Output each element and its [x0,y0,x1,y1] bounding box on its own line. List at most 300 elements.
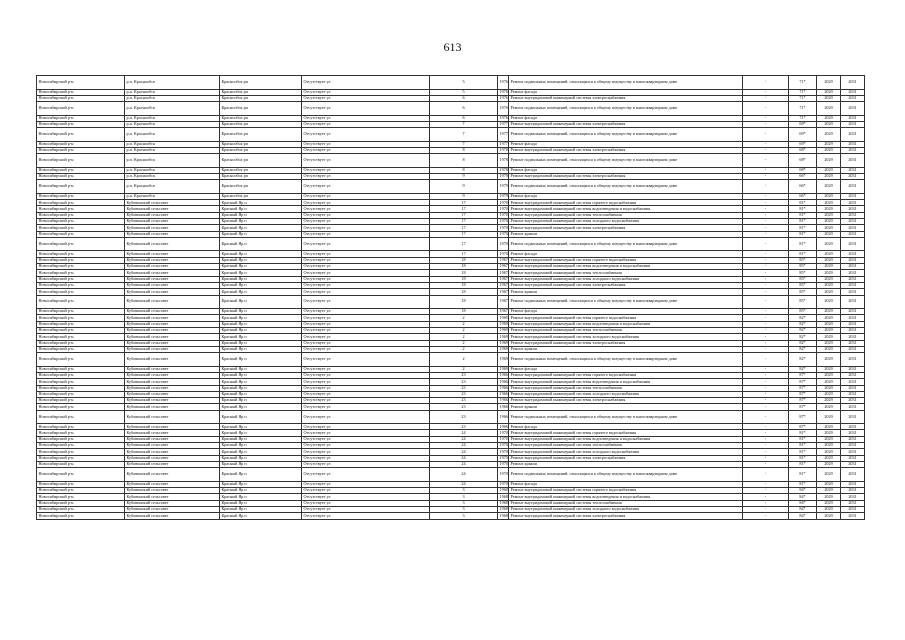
start-year-cell: 2029 [817,193,841,199]
year-cell: 1969 [499,321,508,326]
settlement-cell: Красный Яр п [220,315,302,321]
municipality-cell: р.п. Краснообск [125,76,220,90]
start-year-cell: 2029 [817,167,841,173]
cost-cell: 87* [789,424,817,430]
work-type-cell: Ремонт внутридомовой инженерной системы холодного водоснабжения [509,449,743,455]
cost-cell: 81* [789,237,817,251]
work-type-cell: Ремонт фасада [509,251,743,257]
house-cell: 18 [430,295,498,309]
house-cell: 17 [430,251,498,257]
municipality-cell: Кубовинский сельсовет [125,436,220,442]
work-type-cell: Ремонт внутридомовой инженерной системы водоотведения и водоснабжения [509,436,743,442]
district-cell: Новосибирский р-н [37,309,125,315]
start-year-cell: 2029 [817,488,841,494]
dash-cell: - [743,481,789,487]
cost-cell: 66* [789,174,817,180]
settlement-cell: Красный Яр п [220,295,302,309]
work-type-cell: Ремонт фасада [509,115,743,121]
municipality-cell: Кубовинский сельсовет [125,430,220,436]
cost-cell: 66* [789,193,817,199]
district-cell: Новосибирский р-н [37,461,125,467]
house-cell: 8 [430,167,498,173]
municipality-cell: Кубовинский сельсовет [125,295,220,309]
dash-cell: - [743,449,789,455]
district-cell: Новосибирский р-н [37,121,125,127]
house-cell: 24 [430,436,498,442]
start-year-cell: 2029 [817,264,841,270]
table-body [37,76,865,520]
dash-cell: - [743,309,789,315]
table-row [37,128,865,142]
dash-cell: - [743,167,789,173]
end-year-cell: 2031 [841,147,865,153]
house-cell: 3 [430,506,498,512]
municipality-cell: Кубовинский сельсовет [125,513,220,519]
start-year-cell: 2029 [817,89,841,95]
district-cell: Новосибирский р-н [37,251,125,257]
settlement-cell: Красный Яр п [220,276,302,282]
cost-cell: 81* [789,219,817,225]
district-cell: Новосибирский р-н [37,500,125,506]
end-year-cell: 2031 [841,468,865,482]
house-cell: 7 [430,121,498,127]
start-year-cell: 2029 [817,231,841,237]
work-type-cell: Ремонт фасада [509,424,743,430]
dash-cell: - [743,436,789,442]
house-cell: 2 [430,334,498,340]
district-cell: Новосибирский р-н [37,270,125,276]
year-cell: 1967 [499,288,508,294]
year-cell: 1978 [499,147,508,153]
house-cell: 24 [430,443,498,449]
house-cell: 17 [430,231,498,237]
district-cell: Новосибирский р-н [37,513,125,519]
dash-cell: - [743,251,789,257]
municipality-cell: р.п. Краснообск [125,89,220,95]
settlement-cell: Красный Яр п [220,410,302,424]
year-cell: 1966 [498,410,509,424]
dash-cell: - [743,219,789,225]
settlement-cell: Красный Яр п [220,398,302,404]
house-cell: 6 [430,102,498,116]
dash-cell: - [743,379,789,385]
cost-cell: 81* [789,251,817,257]
street-cell: Отсутствует ул [302,206,430,212]
work-type-cell: Ремонт внутридомовой инженерной системы холодного водоснабжения [509,391,743,397]
street-cell: Отсутствует ул [302,398,430,404]
cost-cell: 85* [789,270,817,276]
settlement-cell: Красный Яр п [220,488,302,494]
start-year-cell: 2029 [817,174,841,180]
street-cell: Отсутствует ул [302,121,430,127]
year-cell: 1970 [499,224,508,230]
year-cell: 1976 [498,102,509,116]
settlement-cell: Красный Яр п [220,468,302,482]
dash-cell: - [743,206,789,212]
table-row [37,102,865,116]
municipality-cell: Кубовинский сельсовет [125,219,220,225]
municipality-cell: Кубовинский сельсовет [125,353,220,367]
start-year-cell: 2029 [817,481,841,487]
work-type-cell: Ремонт внутридомовой инженерной системы водоотведения и водоснабжения [509,264,743,270]
district-cell: Новосибирский р-н [37,95,125,101]
settlement-cell: Красный Яр п [220,430,302,436]
street-cell: Отсутствует ул [302,102,430,116]
house-cell: 18 [430,257,498,263]
dash-cell: - [743,334,789,340]
end-year-cell: 2031 [841,481,865,487]
house-cell: 18 [430,276,498,282]
start-year-cell: 2029 [817,276,841,282]
district-cell: Новосибирский р-н [37,379,125,385]
year-cell: 1969 [499,314,508,320]
house-cell: 2 [430,327,498,333]
street-cell: Отсутствует ул [302,506,430,512]
cost-cell: 87* [789,398,817,404]
start-year-cell: 2029 [817,141,841,147]
settlement-cell: Красный Яр п [220,225,302,231]
year-cell: 1977 [499,121,508,127]
municipality-cell: р.п. Краснообск [125,180,220,194]
start-year-cell: 2029 [817,430,841,436]
dash-cell: - [743,95,789,101]
dash-cell: - [743,76,789,90]
house-cell: 23 [430,398,498,404]
municipality-cell: р.п. Краснообск [125,154,220,168]
street-cell: Отсутствует ул [302,200,430,206]
settlement-cell: Красный Яр п [220,449,302,455]
dash-cell: - [743,128,789,142]
street-cell: Отсутствует ул [302,340,430,346]
start-year-cell: 2029 [817,334,841,340]
district-cell: Новосибирский р-н [37,449,125,455]
house-cell: 18 [430,289,498,295]
end-year-cell: 2031 [841,334,865,340]
district-cell: Новосибирский р-н [37,257,125,263]
start-year-cell: 2029 [817,76,841,90]
start-year-cell: 2029 [817,346,841,352]
cost-cell: 87* [789,391,817,397]
municipality-cell: р.п. Краснообск [125,141,220,147]
dash-cell: - [743,430,789,436]
work-type-cell: Ремонт внутридомовой инженерной системы водоотведения и водоснабжения [509,206,743,212]
dash-cell: - [743,121,789,127]
work-type-cell: Ремонт внутридомовой инженерной системы теплоснабжения [509,327,743,333]
year-cell: 1970 [498,468,509,482]
cost-cell: 82* [789,327,817,333]
end-year-cell: 2031 [841,309,865,315]
year-cell: 1976 [499,95,508,101]
work-type-cell: Ремонт внутридомовой инженерной системы водоотведения и водоснабжения [509,379,743,385]
dash-cell: - [743,391,789,397]
municipality-cell: Кубовинский сельсовет [125,340,220,346]
year-cell: 1976 [498,76,509,90]
settlement-cell: Красный Яр п [220,206,302,212]
municipality-cell: Кубовинский сельсовет [125,289,220,295]
cost-cell: 85* [789,295,817,309]
settlement-cell: Красный Яр п [220,212,302,218]
street-cell: Отсутствует ул [302,295,430,309]
work-type-cell: Ремонт внутридомовой инженерной системы теплоснабжения [509,212,743,218]
end-year-cell: 2031 [841,315,865,321]
house-cell: 18 [430,270,498,276]
table-row [37,237,865,251]
settlement-cell: Красный Яр п [220,513,302,519]
settlement-cell: Краснообск рп [220,180,302,194]
municipality-cell: Кубовинский сельсовет [125,315,220,321]
work-type-cell: Ремонт внутридомовой инженерной системы теплоснабжения [509,443,743,449]
start-year-cell: 2029 [817,404,841,410]
dash-cell: - [743,231,789,237]
end-year-cell: 2031 [841,231,865,237]
start-year-cell: 2029 [817,282,841,288]
settlement-cell: Краснообск рп [220,167,302,173]
street-cell: Отсутствует ул [302,257,430,263]
dash-cell: - [743,327,789,333]
end-year-cell: 2031 [841,251,865,257]
start-year-cell: 2029 [817,372,841,378]
end-year-cell: 2031 [841,385,865,391]
district-cell: Новосибирский р-н [37,430,125,436]
end-year-cell: 2031 [841,372,865,378]
cost-cell: 81* [789,461,817,467]
year-cell: 1970 [499,442,508,448]
year-cell: 1967 [499,308,508,314]
dash-cell: - [743,264,789,270]
district-cell: Новосибирский р-н [37,102,125,116]
cost-cell: 82* [789,346,817,352]
work-type-cell: Ремонт внутридомовой инженерной системы горячего водоснабжения [509,257,743,263]
dash-cell: - [743,506,789,512]
settlement-cell: Красный Яр п [220,264,302,270]
settlement-cell: Красный Яр п [220,282,302,288]
street-cell: Отсутствует ул [302,89,430,95]
house-cell: 24 [430,455,498,461]
settlement-cell: Красный Яр п [220,270,302,276]
end-year-cell: 2031 [841,436,865,442]
start-year-cell: 2029 [817,225,841,231]
municipality-cell: Кубовинский сельсовет [125,506,220,512]
end-year-cell: 2031 [841,219,865,225]
district-cell: Новосибирский р-н [37,506,125,512]
house-cell: 17 [430,212,498,218]
dash-cell: - [743,404,789,410]
street-cell: Отсутствует ул [302,154,430,168]
start-year-cell: 2029 [817,270,841,276]
end-year-cell: 2031 [841,346,865,352]
work-type-cell: Ремонт крыши [509,346,743,352]
settlement-cell: Краснообск рп [220,128,302,142]
district-cell: Новосибирский р-н [37,276,125,282]
end-year-cell: 2031 [841,206,865,212]
district-cell: Новосибирский р-н [37,488,125,494]
street-cell: Отсутствует ул [302,410,430,424]
table-row [37,295,865,309]
dash-cell: - [743,276,789,282]
district-cell: Новосибирский р-н [37,264,125,270]
start-year-cell: 2029 [817,295,841,309]
municipality-cell: Кубовинский сельсовет [125,251,220,257]
start-year-cell: 2029 [817,321,841,327]
municipality-cell: Кубовинский сельсовет [125,449,220,455]
street-cell: Отсутствует ул [302,327,430,333]
work-type-cell: Ремонт подвальных помещений, относящихся к общему имуществу в многоквартирном доме [509,76,743,90]
district-cell: Новосибирский р-н [37,76,125,90]
district-cell: Новосибирский р-н [37,89,125,95]
house-cell: 24 [430,481,498,487]
dash-cell: - [743,174,789,180]
house-cell: 24 [430,430,498,436]
settlement-cell: Красный Яр п [220,455,302,461]
start-year-cell: 2029 [817,494,841,500]
settlement-cell: Краснообск рп [220,193,302,199]
district-cell: Новосибирский р-н [37,391,125,397]
street-cell: Отсутствует ул [302,276,430,282]
settlement-cell: Красный Яр п [220,257,302,263]
cost-cell: 82* [789,353,817,367]
work-type-cell: Ремонт внутридомовой инженерной системы горячего водоснабжения [509,488,743,494]
dash-cell: - [743,468,789,482]
work-type-cell: Ремонт внутридомовой инженерной системы электроснабжения [509,340,743,346]
settlement-cell: Красный Яр п [220,391,302,397]
district-cell: Новосибирский р-н [37,237,125,251]
start-year-cell: 2029 [817,366,841,372]
dash-cell: - [743,372,789,378]
street-cell: Отсутствует ул [302,264,430,270]
dash-cell: - [743,353,789,367]
year-cell: 1968 [499,500,508,505]
work-type-cell: Ремонт подвальных помещений, относящихся к общему имуществу в многоквартирном доме [509,237,743,251]
end-year-cell: 2031 [841,200,865,206]
work-type-cell: Ремонт крыши [509,289,743,295]
house-cell: 3 [430,500,498,506]
start-year-cell: 2029 [817,212,841,218]
settlement-cell: Красный Яр п [220,461,302,467]
end-year-cell: 2031 [841,379,865,385]
year-cell: 1966 [499,385,508,390]
street-cell: Отсутствует ул [302,455,430,461]
cost-cell: 68* [789,154,817,168]
work-type-cell: Ремонт фасада [509,167,743,173]
start-year-cell: 2029 [817,257,841,263]
start-year-cell: 2029 [817,309,841,315]
settlement-cell: Красный Яр п [220,289,302,295]
cost-cell: 81* [789,212,817,218]
dash-cell: - [743,295,789,309]
table-row [37,468,865,482]
year-cell: 1966 [499,403,508,409]
year-cell: 1979 [499,193,508,199]
work-type-cell: Ремонт внутридомовой инженерной системы электроснабжения [509,95,743,101]
dash-cell: - [743,315,789,321]
start-year-cell: 2029 [817,410,841,424]
end-year-cell: 2031 [841,340,865,346]
year-cell: 1968 [499,506,508,512]
municipality-cell: р.п. Краснообск [125,193,220,199]
work-type-cell: Ремонт подвальных помещений, относящихся к общему имуществу в многоквартирном доме [509,102,743,116]
end-year-cell: 2031 [841,430,865,436]
cost-cell: 85* [789,257,817,263]
municipality-cell: Кубовинский сельсовет [125,443,220,449]
dash-cell: - [743,385,789,391]
house-cell: 2 [430,315,498,321]
district-cell: Новосибирский р-н [37,128,125,142]
house-cell: 17 [430,206,498,212]
district-cell: Новосибирский р-н [37,494,125,500]
year-cell: 1977 [499,141,508,147]
house-cell: 18 [430,264,498,270]
start-year-cell: 2029 [817,385,841,391]
house-cell: 9 [430,193,498,199]
district-cell: Новосибирский р-н [37,455,125,461]
year-cell: 1976 [499,115,508,120]
settlement-cell: Красный Яр п [220,404,302,410]
cost-cell: 85* [789,264,817,270]
settlement-cell: Красный Яр п [220,379,302,385]
street-cell: Отсутствует ул [302,251,430,257]
start-year-cell: 2029 [817,398,841,404]
table-row [37,410,865,424]
dash-cell: - [743,180,789,194]
house-cell: 24 [430,461,498,467]
work-type-cell: Ремонт внутридомовой инженерной системы горячего водоснабжения [509,315,743,321]
start-year-cell: 2029 [817,147,841,153]
work-type-cell: Ремонт подвальных помещений, относящихся к общему имуществу в многоквартирном доме [509,180,743,194]
street-cell: Отсутствует ул [302,346,430,352]
dash-cell: - [743,115,789,121]
year-cell: 1967 [499,276,508,281]
house-cell: 23 [430,404,498,410]
work-type-cell: Ремонт фасада [509,481,743,487]
settlement-cell: Красный Яр п [220,353,302,367]
year-cell: 1968 [499,493,508,499]
page-number: 613 [443,40,462,54]
work-type-cell: Ремонт внутридомовой инженерной системы водоотведения и водоснабжения [509,494,743,500]
district-cell: Новосибирский р-н [37,212,125,218]
house-cell: 2 [430,346,498,352]
end-year-cell: 2031 [841,212,865,218]
start-year-cell: 2029 [817,327,841,333]
settlement-cell: Краснообск рп [220,95,302,101]
year-cell: 1966 [499,378,508,384]
settlement-cell: Красный Яр п [220,372,302,378]
work-type-cell: Ремонт внутридомовой инженерной системы электроснабжения [509,225,743,231]
cost-cell: 87* [789,410,817,424]
municipality-cell: Кубовинский сельсовет [125,309,220,315]
work-type-cell: Ремонт фасада [509,193,743,199]
street-cell: Отсутствует ул [302,443,430,449]
cost-cell: 81* [789,443,817,449]
cost-cell: 82* [789,340,817,346]
street-cell: Отсутствует ул [302,385,430,391]
end-year-cell: 2031 [841,89,865,95]
settlement-cell: Красный Яр п [220,506,302,512]
cost-cell: 66* [789,180,817,194]
street-cell: Отсутствует ул [302,115,430,121]
municipality-cell: Кубовинский сельсовет [125,455,220,461]
capital-repair-table [36,75,865,520]
street-cell: Отсутствует ул [302,180,430,194]
settlement-cell: Красный Яр п [220,231,302,237]
year-cell: 1969 [499,366,508,371]
end-year-cell: 2031 [841,76,865,90]
work-type-cell: Ремонт внутридомовой инженерной системы водоотведения и водоснабжения [509,321,743,327]
district-cell: Новосибирский р-н [37,346,125,352]
house-cell: 18 [430,282,498,288]
cost-cell: 84* [789,513,817,519]
work-type-cell: Ремонт фасада [509,309,743,315]
work-type-cell: Ремонт подвальных помещений, относящихся к общему имуществу в многоквартирном доме [509,468,743,482]
